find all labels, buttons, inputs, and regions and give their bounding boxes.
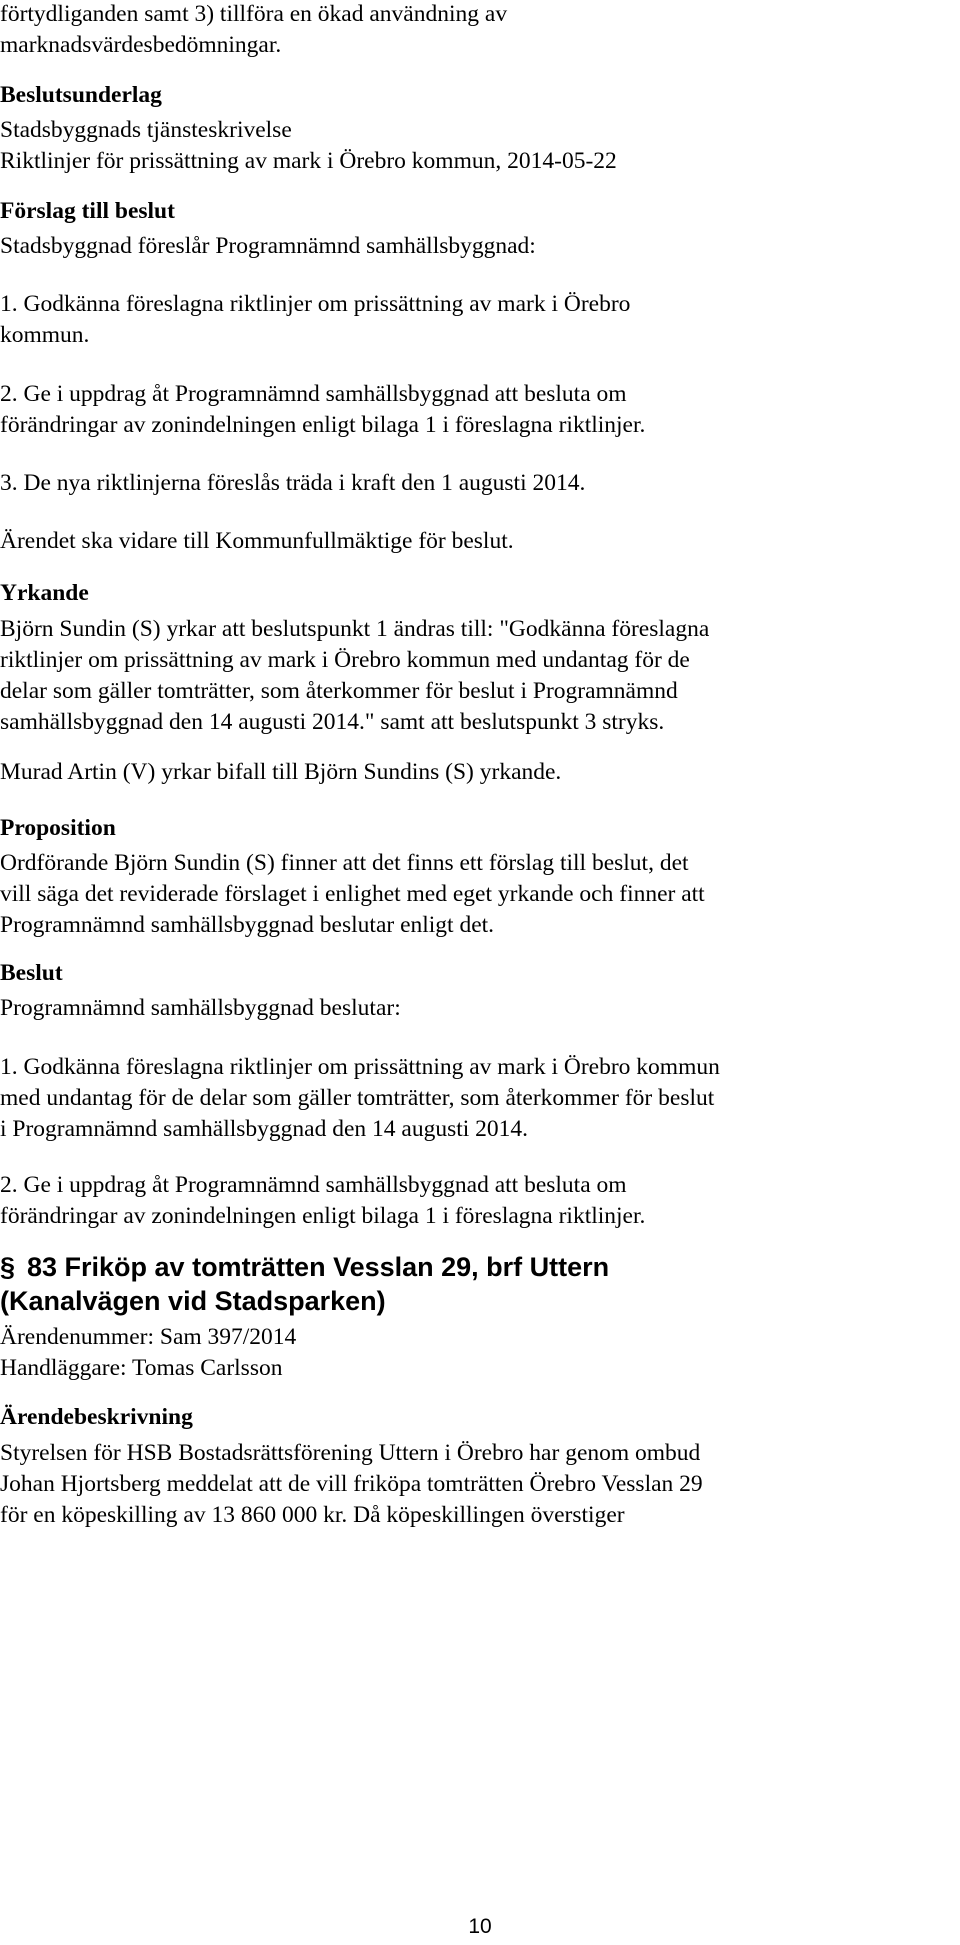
beslutsunderlag-heading: Beslutsunderlag xyxy=(0,82,162,108)
beslut-intro: Programnämnd samhällsbyggnad beslutar: xyxy=(0,995,401,1021)
text-line: Styrelsen för HSB Bostadsrättsförening Uttern i Örebro har genom ombud xyxy=(0,1440,701,1466)
yrkande-heading: Yrkande xyxy=(0,580,89,606)
text-line: Johan Hjortsberg meddelat att de vill friköpa tomträtten Örebro Vesslan 29 xyxy=(0,1471,703,1497)
text-line: Stadsbyggnads tjänsteskrivelse xyxy=(0,117,292,143)
arendenummer: Ärendenummer: Sam 397/2014 xyxy=(0,1324,297,1350)
text-line: 2. Ge i uppdrag åt Programnämnd samhällsbyggnad att besluta om xyxy=(0,381,627,407)
title-line-1 xyxy=(0,1250,958,1284)
text-line: förändringar av zonindelningen enligt bilaga 1 i föreslagna riktlinjer. xyxy=(0,1203,646,1229)
title-line-2: (Kanalvägen vid Stadsparken) xyxy=(0,1286,386,1316)
intro-paragraph xyxy=(0,0,958,61)
text-line: för en köpeskilling av 13 860 000 kr. Då köpeskillingen överstiger xyxy=(0,1502,625,1528)
proposition-heading: Proposition xyxy=(0,815,116,841)
arendebeskrivning-paragraph xyxy=(0,1438,958,1531)
beslutsunderlag-list xyxy=(0,115,958,177)
text-line: riktlinjer om prissättning av mark i Örebro kommun med undantag för de xyxy=(0,647,690,673)
forslag-heading: Förslag till beslut xyxy=(0,198,175,224)
title-text: 83 Friköp av tomträtten Vesslan 29, brf Uttern xyxy=(27,1252,610,1282)
text-line: 2. Ge i uppdrag åt Programnämnd samhällsbyggnad att besluta om xyxy=(0,1172,627,1198)
text-line: marknadsvärdesbedömningar. xyxy=(0,32,282,58)
text-line: i Programnämnd samhällsbyggnad den 14 augusti 2014. xyxy=(0,1116,529,1142)
text-line: förtydliganden samt 3) tillföra en ökad användning av xyxy=(0,1,508,27)
text-line: samhällsbyggnad den 14 augusti 2014." samt att beslutspunkt 3 stryks. xyxy=(0,709,665,735)
yrkande-paragraph-1 xyxy=(0,614,958,738)
yrkande-paragraph-2: Murad Artin (V) yrkar bifall till Björn Sundins (S) yrkande. xyxy=(0,759,562,785)
forslag-item-3: 3. De nya riktlinjerna föreslås träda i kraft den 1 augusti 2014. xyxy=(0,470,586,496)
forslag-item-2 xyxy=(0,379,958,441)
beslut-item-2 xyxy=(0,1170,958,1232)
text-line: 1. Godkänna föreslagna riktlinjer om prissättning av mark i Örebro xyxy=(0,291,631,317)
section-83-title xyxy=(0,1250,958,1318)
section-sign-icon: § xyxy=(0,1252,16,1282)
text-line: förändringar av zonindelningen enligt bilaga 1 i föreslagna riktlinjer. xyxy=(0,412,646,438)
text-line: Ordförande Björn Sundin (S) finner att det finns ett förslag till beslut, det xyxy=(0,850,689,876)
text-line: vill säga det reviderade förslaget i enlighet med eget yrkande och finner att xyxy=(0,881,705,907)
handlaggare: Handläggare: Tomas Carlsson xyxy=(0,1355,283,1381)
text-line: Riktlinjer för prissättning av mark i Örebro kommun, 2014-05-22 xyxy=(0,148,617,174)
beslut-heading: Beslut xyxy=(0,960,63,986)
proposition-paragraph xyxy=(0,848,958,941)
beslut-item-1 xyxy=(0,1052,958,1145)
section-83-meta xyxy=(0,1322,958,1384)
text-line: Programnämnd samhällsbyggnad beslutar enligt det. xyxy=(0,912,495,938)
forslag-item-1 xyxy=(0,289,958,351)
forslag-intro: Stadsbyggnad föreslår Programnämnd samhällsbyggnad: xyxy=(0,233,536,259)
page-number: 10 xyxy=(468,1915,492,1938)
forslag-closing: Ärendet ska vidare till Kommunfullmäktige för beslut. xyxy=(0,528,514,554)
text-line: med undantag för de delar som gäller tomträtter, som återkommer för beslut xyxy=(0,1085,715,1111)
arendebeskrivning-heading: Ärendebeskrivning xyxy=(0,1404,193,1430)
text-line: 1. Godkänna föreslagna riktlinjer om prissättning av mark i Örebro kommun xyxy=(0,1054,720,1080)
text-line: Björn Sundin (S) yrkar att beslutspunkt 1 ändras till: "Godkänna föreslagna xyxy=(0,616,710,642)
text-line: kommun. xyxy=(0,322,90,348)
text-line: delar som gäller tomträtter, som återkommer för beslut i Programnämnd xyxy=(0,678,678,704)
